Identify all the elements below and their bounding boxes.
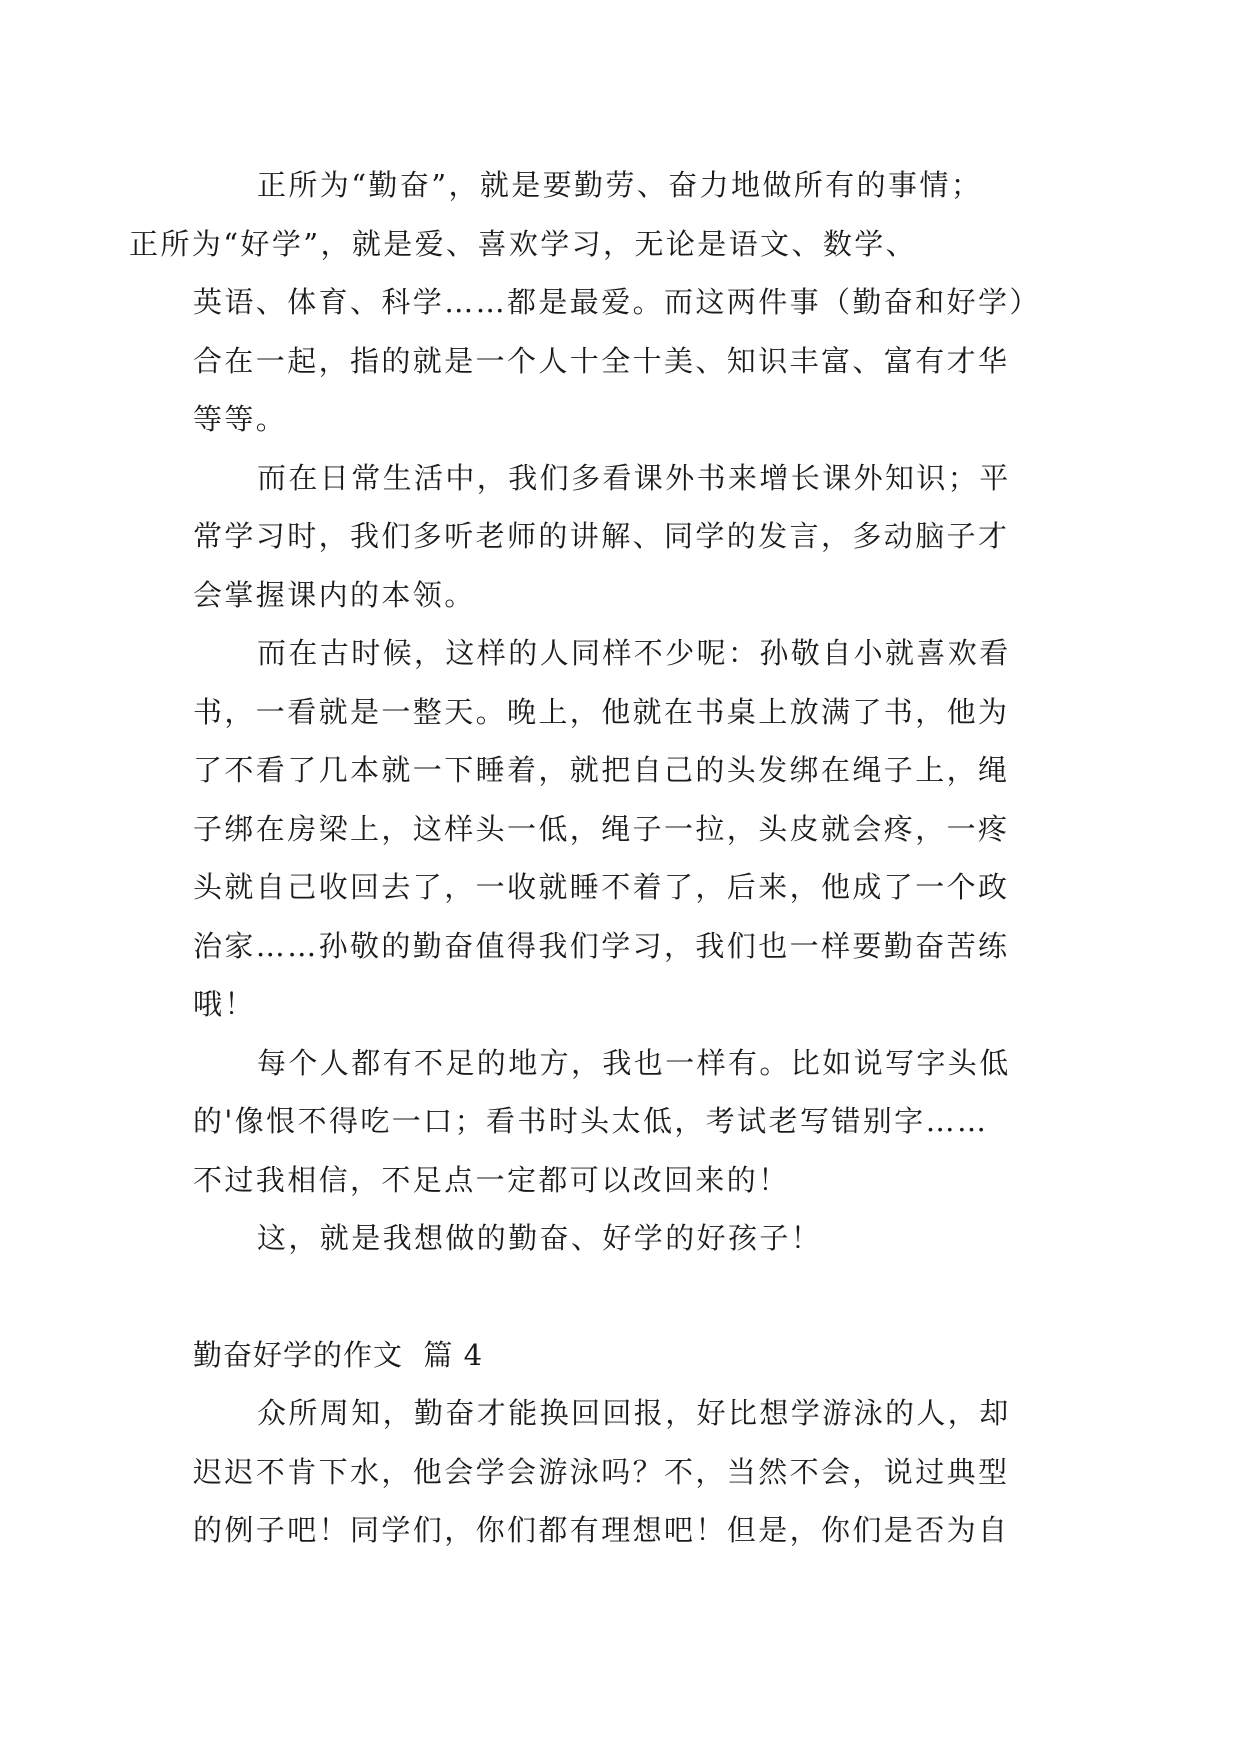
- paragraph-6: [193, 1384, 1055, 1560]
- text-line: 常学习时，我们多听老师的讲解、同学的发言，多动脑子才: [193, 519, 1010, 553]
- text-line: 会掌握课内的本领。: [193, 577, 476, 612]
- text-line: 正所为“好学”，就是爱、喜欢学习，无论是语文、数学、: [129, 226, 918, 261]
- text-line: 子绑在房梁上，这样头一低，绳子一拉，头皮就会疼，一疼: [193, 811, 1010, 846]
- text-line: 而在古时候，这样的人同样不少呢：孙敬自小就喜欢看: [257, 636, 1011, 670]
- text-line: 正所为“勤奋”，就是要勤劳、奋力地做所有的事情；: [257, 168, 983, 202]
- text-line: 的例子吧！同学们，你们都有理想吧！但是，你们是否为自: [193, 1513, 1010, 1547]
- text-line: 哦！: [193, 987, 256, 1021]
- text-line: 英语、体育、科学……都是最爱。而这两件事（勤奋和好学）: [193, 285, 1041, 319]
- paragraph-1: [129, 156, 1055, 449]
- text-line: 书，一看就是一整天。晚上，他就在书桌上放满了书，他为: [193, 694, 1010, 729]
- text-line: 众所周知，勤奋才能换回回报，好比想学游泳的人，却: [257, 1396, 1011, 1430]
- text-line: 合在一起，指的就是一个人十全十美、知识丰富、富有才华: [193, 343, 1010, 378]
- text-line: 每个人都有不足的地方，我也一样有。比如说写字头低: [257, 1045, 1011, 1080]
- paragraph-2: [193, 449, 1055, 625]
- text-line: 了不看了几本就一下睡着，就把自己的头发绑在绳子上，绳: [193, 753, 1010, 787]
- essay-body: [129, 156, 1055, 1560]
- text-line: 不过我相信，不足点一定都可以改回来的！: [193, 1162, 790, 1197]
- section-heading: 勤奋好学的作文 篇 4: [193, 1337, 484, 1372]
- text-line: 头就自己收回去了，一收就睡不着了，后来，他成了一个政: [193, 870, 1010, 904]
- text-line: 治家……孙敬的勤奋值得我们学习，我们也一样要勤奋苦练: [193, 928, 1010, 963]
- paragraph-3: [193, 624, 1055, 1034]
- paragraph-4: [193, 1034, 1055, 1210]
- paragraph-5: [193, 1209, 1055, 1268]
- text-line: 的'像恨不得吃一口；看书时头太低，考试老写错别字……: [193, 1104, 989, 1138]
- text-line: 迟迟不肯下水，他会学会游泳吗？不，当然不会，说过典型: [193, 1454, 1010, 1489]
- text-line: 等等。: [193, 402, 288, 436]
- text-line: 这，就是我想做的勤奋、好学的好孩子！: [257, 1221, 823, 1255]
- text-line: 而在日常生活中，我们多看课外书来增长课外知识；平: [257, 460, 1011, 495]
